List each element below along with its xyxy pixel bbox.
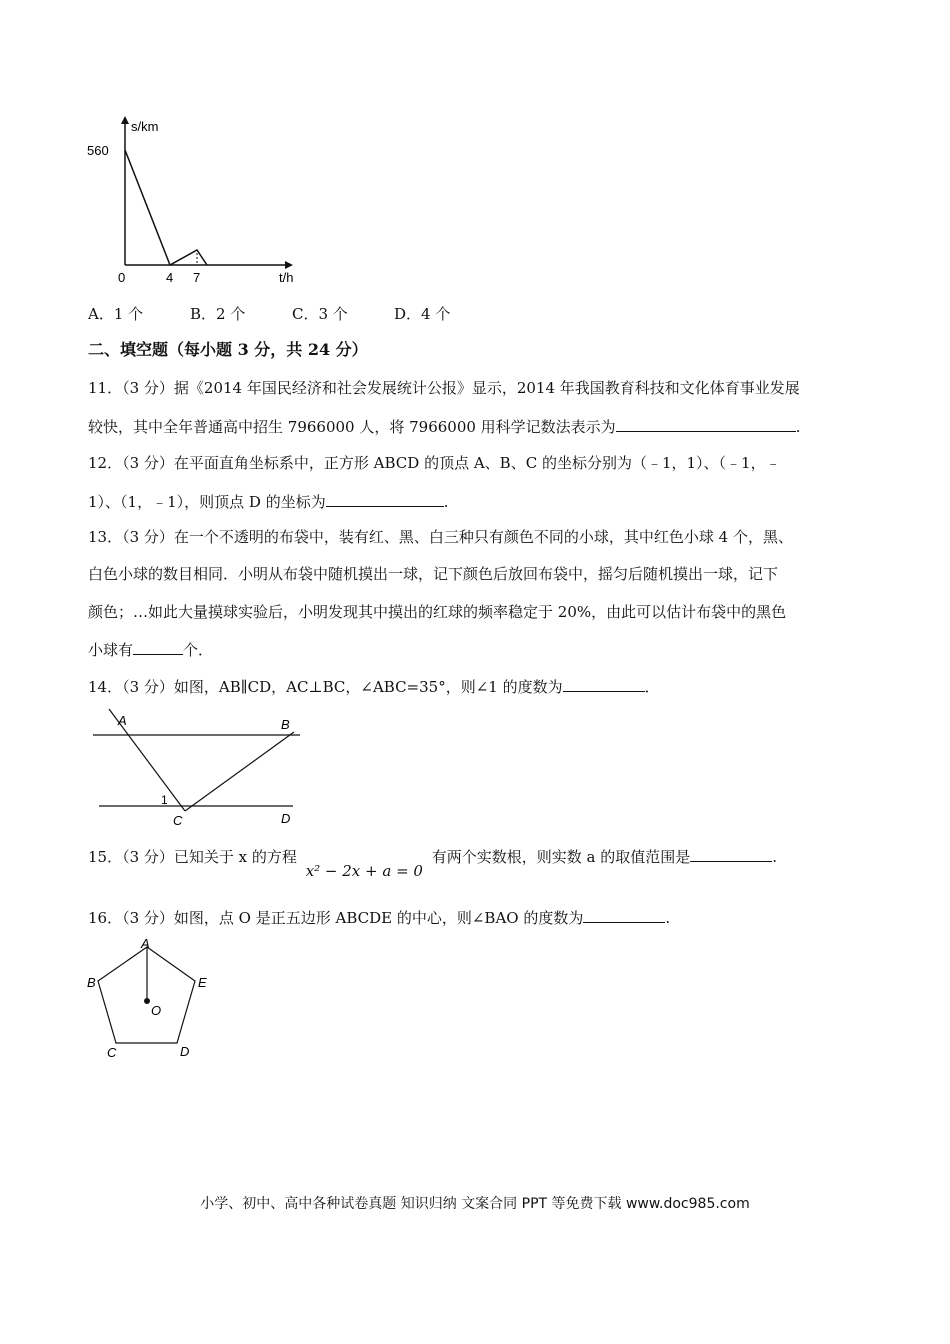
- q11-answer-blank[interactable]: [616, 416, 796, 432]
- choice-d: D．4 个: [394, 305, 451, 323]
- q15-line1: 15．（3 分）已知关于 x 的方程 x² − 2x + a = 0 有两个实数根，则实数 a 的取值范围是 .: [88, 848, 778, 880]
- label-b: B: [281, 717, 290, 732]
- label-d: D: [281, 811, 291, 826]
- label-b: B: [87, 975, 96, 990]
- pentagon-figure: [85, 935, 215, 1060]
- distance-time-graph: [85, 110, 315, 290]
- label-e: E: [198, 975, 207, 990]
- x-tick-7: 7: [193, 270, 201, 285]
- choice-c: C．3 个: [292, 305, 348, 323]
- q14-answer-blank[interactable]: [563, 676, 645, 692]
- x-axis-arrow-icon: [285, 261, 293, 269]
- y-tick-560: 560: [87, 143, 109, 158]
- q11-line1: 11．（3 分）据《2014 年国民经济和社会发展统计公报》显示，2014 年我国教育科技和文化体育事业发展: [88, 379, 800, 397]
- label-d: D: [180, 1044, 190, 1059]
- label-c: C: [173, 813, 183, 828]
- q15-equation: x² − 2x + a = 0: [305, 862, 423, 880]
- x-axis-label: t/h: [279, 270, 294, 285]
- footer-text: 小学、初中、高中各种试卷真题 知识归纳 文案合同 PPT 等免费下载 www.doc985.com: [200, 1196, 750, 1212]
- q12-line1: 12．（3 分）在平面直角坐标系中，正方形 ABCD 的顶点 A、B、C 的坐标分别为（﹣1，1）、（﹣1，﹣: [88, 454, 781, 472]
- origin-label: 0: [118, 270, 126, 285]
- q13-answer-blank[interactable]: [133, 639, 183, 655]
- q11-line2: 较快，其中全年普通高中招生 7966000 人，将 7966000 用科学记数法表示为 .: [88, 418, 801, 436]
- q15-answer-blank[interactable]: [690, 846, 772, 862]
- angle-1-label: 1: [161, 793, 168, 807]
- x-tick-4: 4: [166, 270, 174, 285]
- label-c: C: [107, 1045, 117, 1060]
- q13-line2: 白色小球的数目相同．小明从布袋中随机摸出一球，记下颜色后放回布袋中，摇匀后随机摸出一球，记下: [88, 565, 779, 583]
- label-a: A: [118, 713, 127, 728]
- choice-a: A．1 个: [88, 305, 144, 323]
- q16-line1: 16．（3 分）如图，点 O 是正五边形 ABCDE 的中心，则∠BAO 的度数为 .: [88, 909, 671, 927]
- choice-b: B．2 个: [190, 305, 246, 323]
- segment-bc: [185, 732, 294, 811]
- graph-line: [125, 150, 207, 265]
- q12-answer-blank[interactable]: [326, 491, 444, 507]
- q13-line3: 颜色；…如此大量摸球实验后，小明发现其中摸出的红球的频率稳定于 20%，由此可以估计布袋中的黑色: [88, 603, 787, 621]
- q12-line2: 1）、（1，﹣1），则顶点 D 的坐标为 .: [88, 493, 449, 511]
- q14-line1: 14．（3 分）如图，AB∥CD，AC⊥BC，∠ABC=35°，则∠1 的度数为 ．: [88, 678, 660, 696]
- parallel-lines-figure: [85, 705, 315, 830]
- q13-line1: 13．（3 分）在一个不透明的布袋中，装有红、黑、白三种只有颜色不同的小球，其中红色小球 4 个，黑、: [88, 528, 793, 546]
- section-heading: 二、填空题（每小题 3 分，共 24 分）: [88, 340, 368, 359]
- q13-line4: 小球有 个．: [88, 641, 214, 659]
- label-o: O: [151, 1003, 162, 1018]
- center-point: [144, 998, 150, 1004]
- q16-answer-blank[interactable]: [583, 907, 665, 923]
- y-axis-label: s/km: [131, 119, 159, 134]
- y-axis-arrow-icon: [121, 116, 129, 124]
- label-a: A: [141, 936, 150, 951]
